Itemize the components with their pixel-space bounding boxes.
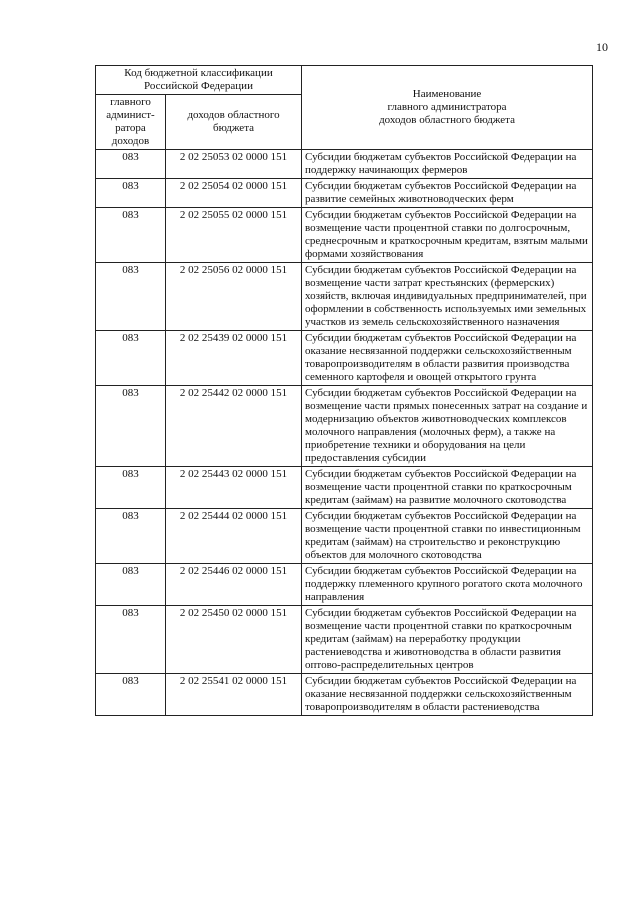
budget-classification-table [95, 65, 593, 716]
header-admin-line3: ратора [115, 122, 146, 134]
administrator-name-cell: Субсидии бюджетам субъектов Российской Федерации на возмещение части прямых понесенных затрат на создание и модернизацию объектов животноводческих комплексов молочного направления (молочных ферм), а также на приобретение техники и оборудования на цели предоставления субсидии [302, 386, 593, 467]
income-code-cell: 2 02 25446 02 0000 151 [166, 564, 302, 606]
administrator-name-cell: Субсидии бюджетам субъектов Российской Федерации на возмещение части процентной ставки по долгосрочным, среднесрочным и краткосрочным кредитам, взятым малыми формами хозяйствования [302, 208, 593, 263]
table-row [96, 179, 593, 208]
admin-code-cell: 083 [96, 263, 166, 331]
header-admin-line1: главного [110, 96, 151, 108]
administrator-name-cell: Субсидии бюджетам субъектов Российской Федерации на оказание несвязанной поддержки сельскохозяйственным товаропроизводителям в области развития производства семенного картофеля и овощей открытого грунта [302, 331, 593, 386]
table-row [96, 208, 593, 263]
income-code-cell: 2 02 25056 02 0000 151 [166, 263, 302, 331]
table-row [96, 674, 593, 716]
admin-code-cell: 083 [96, 564, 166, 606]
administrator-name-cell: Субсидии бюджетам субъектов Российской Федерации на возмещение части затрат крестьянских (фермерских) хозяйств, включая индивидуальных предпринимателей, при оформлении в собственность используемых ими земельных участков из земель сельскохозяйственного назначения [302, 263, 593, 331]
administrator-name-cell: Субсидии бюджетам субъектов Российской Федерации на возмещение части процентной ставки по краткосрочным кредитам (займам) на переработку продукции растениеводства и животноводства в области развития оптово-распределительных центров [302, 606, 593, 674]
table-row [96, 467, 593, 509]
income-code-cell: 2 02 25444 02 0000 151 [166, 509, 302, 564]
header-income-line1: доходов областного [187, 109, 280, 121]
income-code-cell: 2 02 25439 02 0000 151 [166, 331, 302, 386]
administrator-name-cell: Субсидии бюджетам субъектов Российской Федерации на развитие семейных животноводческих ферм [302, 179, 593, 208]
header-admin-line2: админист- [106, 109, 155, 121]
admin-code-cell: 083 [96, 467, 166, 509]
income-code-cell: 2 02 25053 02 0000 151 [166, 150, 302, 179]
income-code-cell: 2 02 25541 02 0000 151 [166, 674, 302, 716]
table-row [96, 331, 593, 386]
income-code-cell: 2 02 25054 02 0000 151 [166, 179, 302, 208]
header-group-line1: Код бюджетной классификации [124, 67, 273, 79]
administrator-name-cell: Субсидии бюджетам субъектов Российской Федерации на поддержку племенного крупного рогатого скота молочного направления [302, 564, 593, 606]
admin-code-cell: 083 [96, 674, 166, 716]
table-row [96, 263, 593, 331]
table-row [96, 150, 593, 179]
table-row [96, 509, 593, 564]
header-admin-line4: доходов [111, 135, 150, 147]
table-row [96, 386, 593, 467]
admin-code-cell: 083 [96, 208, 166, 263]
income-code-cell: 2 02 25450 02 0000 151 [166, 606, 302, 674]
header-administrator-name [302, 66, 593, 150]
income-code-cell: 2 02 25443 02 0000 151 [166, 467, 302, 509]
header-main-administrator [96, 95, 166, 150]
admin-code-cell: 083 [96, 509, 166, 564]
admin-code-cell: 083 [96, 150, 166, 179]
header-name-line3: доходов областного бюджета [379, 114, 515, 126]
page-number: 10 [596, 40, 608, 54]
admin-code-cell: 083 [96, 179, 166, 208]
administrator-name-cell: Субсидии бюджетам субъектов Российской Федерации на поддержку начинающих фермеров [302, 150, 593, 179]
administrator-name-cell: Субсидии бюджетам субъектов Российской Федерации на возмещение части процентной ставки по краткосрочным кредитам (займам) на развитие молочного скотоводства [302, 467, 593, 509]
admin-code-cell: 083 [96, 331, 166, 386]
income-code-cell: 2 02 25442 02 0000 151 [166, 386, 302, 467]
admin-code-cell: 083 [96, 606, 166, 674]
header-name-line1: Наименование [412, 88, 482, 100]
income-code-cell: 2 02 25055 02 0000 151 [166, 208, 302, 263]
table-row [96, 606, 593, 674]
header-row-top [96, 66, 593, 95]
header-group-line2: Российской Федерации [144, 80, 253, 92]
header-budget-classification [96, 66, 302, 95]
header-income-line2: бюджета [213, 122, 255, 134]
table-row [96, 564, 593, 606]
admin-code-cell: 083 [96, 386, 166, 467]
administrator-name-cell: Субсидии бюджетам субъектов Российской Федерации на оказание несвязанной поддержки сельскохозяйственным товаропроизводителям в области растениеводства [302, 674, 593, 716]
header-name-line2: главного администратора [387, 101, 507, 113]
administrator-name-cell: Субсидии бюджетам субъектов Российской Федерации на возмещение части процентной ставки по инвестиционным кредитам (займам) на строительство и реконструкцию объектов для молочного скотоводства [302, 509, 593, 564]
header-regional-income [166, 95, 302, 150]
